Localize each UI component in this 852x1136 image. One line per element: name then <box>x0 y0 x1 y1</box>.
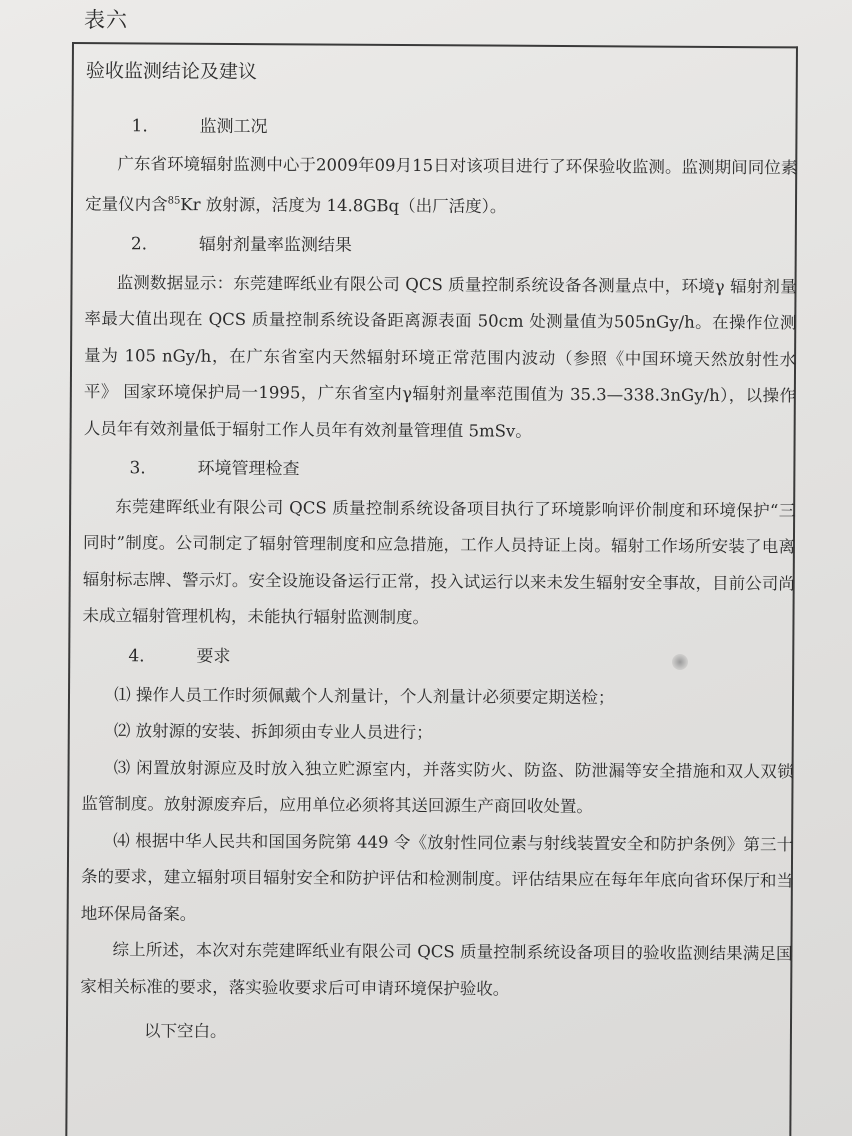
section-2-paragraph: 监测数据显示：东莞建晖纸业有限公司 QCS 质量控制系统设备各测量点中，环境γ 辐射剂量率最大值出现在 QCS 质量控制系统设备距离源表面 50cm 处测量值为505nGy/h。在操作位测量为 105 nGy/h，在广东省室内天然辐射环境正常范围内波动（参照《中国环境天然放射性水平》 国家环境保护局一1995，广东省室内γ辐射剂量率范围值为 35.3—338.3nGy/h），以操作人员年有效剂量低于辐射工作人员年有效剂量管理值 5mSv。 <box>83 272 797 441</box>
section-1-title <box>86 115 798 143</box>
requirement-item-2: ⑵ 放射源的安装、拆卸须由专业人员进行； <box>113 721 433 743</box>
requirement-item-1: ⑴ 操作人员工作时须佩戴个人剂量计，个人剂量计必须要定期送检； <box>114 684 615 708</box>
section-3-title <box>83 457 795 485</box>
requirement-item-4: ⑷ 根据中华人民共和国国务院第 449 令《放射性同位素与射线装置安全和防护条例》第三十条的要求，建立辐射项目辐射安全和防护评估和检测制度。评估结果应在每年年底向省环保厅和当地环保局备案。 <box>80 830 794 924</box>
section-1-text-b: Kr 放射源，活度为 14.8GBq（出厂活度）。 <box>180 194 507 216</box>
section-2-heading: 辐射剂量率监测结果 <box>198 234 352 256</box>
blank-note: 以下空白。 <box>143 1021 227 1042</box>
section-4-heading: 要求 <box>196 646 231 667</box>
section-1-paragraph <box>85 146 797 227</box>
section-3-number: 3. <box>129 458 146 479</box>
conclusion-paragraph: 综上所述，本次对东莞建晖纸业有限公司 QCS 质量控制系统设备项目的验收监测结果满足国家相关标准的要求，落实验收要求后可申请环境保护验收。 <box>80 940 793 999</box>
page-title: 验收监测结论及建议 <box>85 59 258 84</box>
section-2-number: 2. <box>130 234 148 255</box>
section-1-number: 1. <box>131 115 148 136</box>
table-label: 表六 <box>84 8 128 32</box>
section-3-paragraph: 东莞建晖纸业有限公司 QCS 质量控制系统设备项目执行了环境影响评价制度和环境保护“三同时”制度。公司制定了辐射管理制度和应急措施，工作人员持证上岗。辐射工作场所安装了电离辐射标志牌、警示灯。安全设施设备运行正常，投入试运行以来未发生辐射安全事故，目前公司尚未成立辐射管理机构，未能执行辐射监测制度。 <box>82 497 796 628</box>
requirement-item-3: ⑶ 闲置放射源应及时放入独立贮源室内，并落实防火、防盗、防泄漏等安全措施和双人双锁监管制度。放射源废弃后，应用单位必须将其送回源生产商回收处置。 <box>81 757 794 817</box>
section-2-title <box>85 233 797 261</box>
section-1-heading: 监测工况 <box>199 116 268 137</box>
section-3-heading: 环境管理检查 <box>197 458 300 480</box>
isotope-mass-number: 85 <box>167 195 181 207</box>
section-4-title <box>82 645 794 673</box>
section-4-number: 4. <box>128 646 145 667</box>
document-content <box>80 58 798 1054</box>
section-1-text-a: 广东省环境辐射监测中心于2009年09月15日对该项目进行了环保验收监测。监测期间同位素定量仪内含 <box>85 154 798 214</box>
